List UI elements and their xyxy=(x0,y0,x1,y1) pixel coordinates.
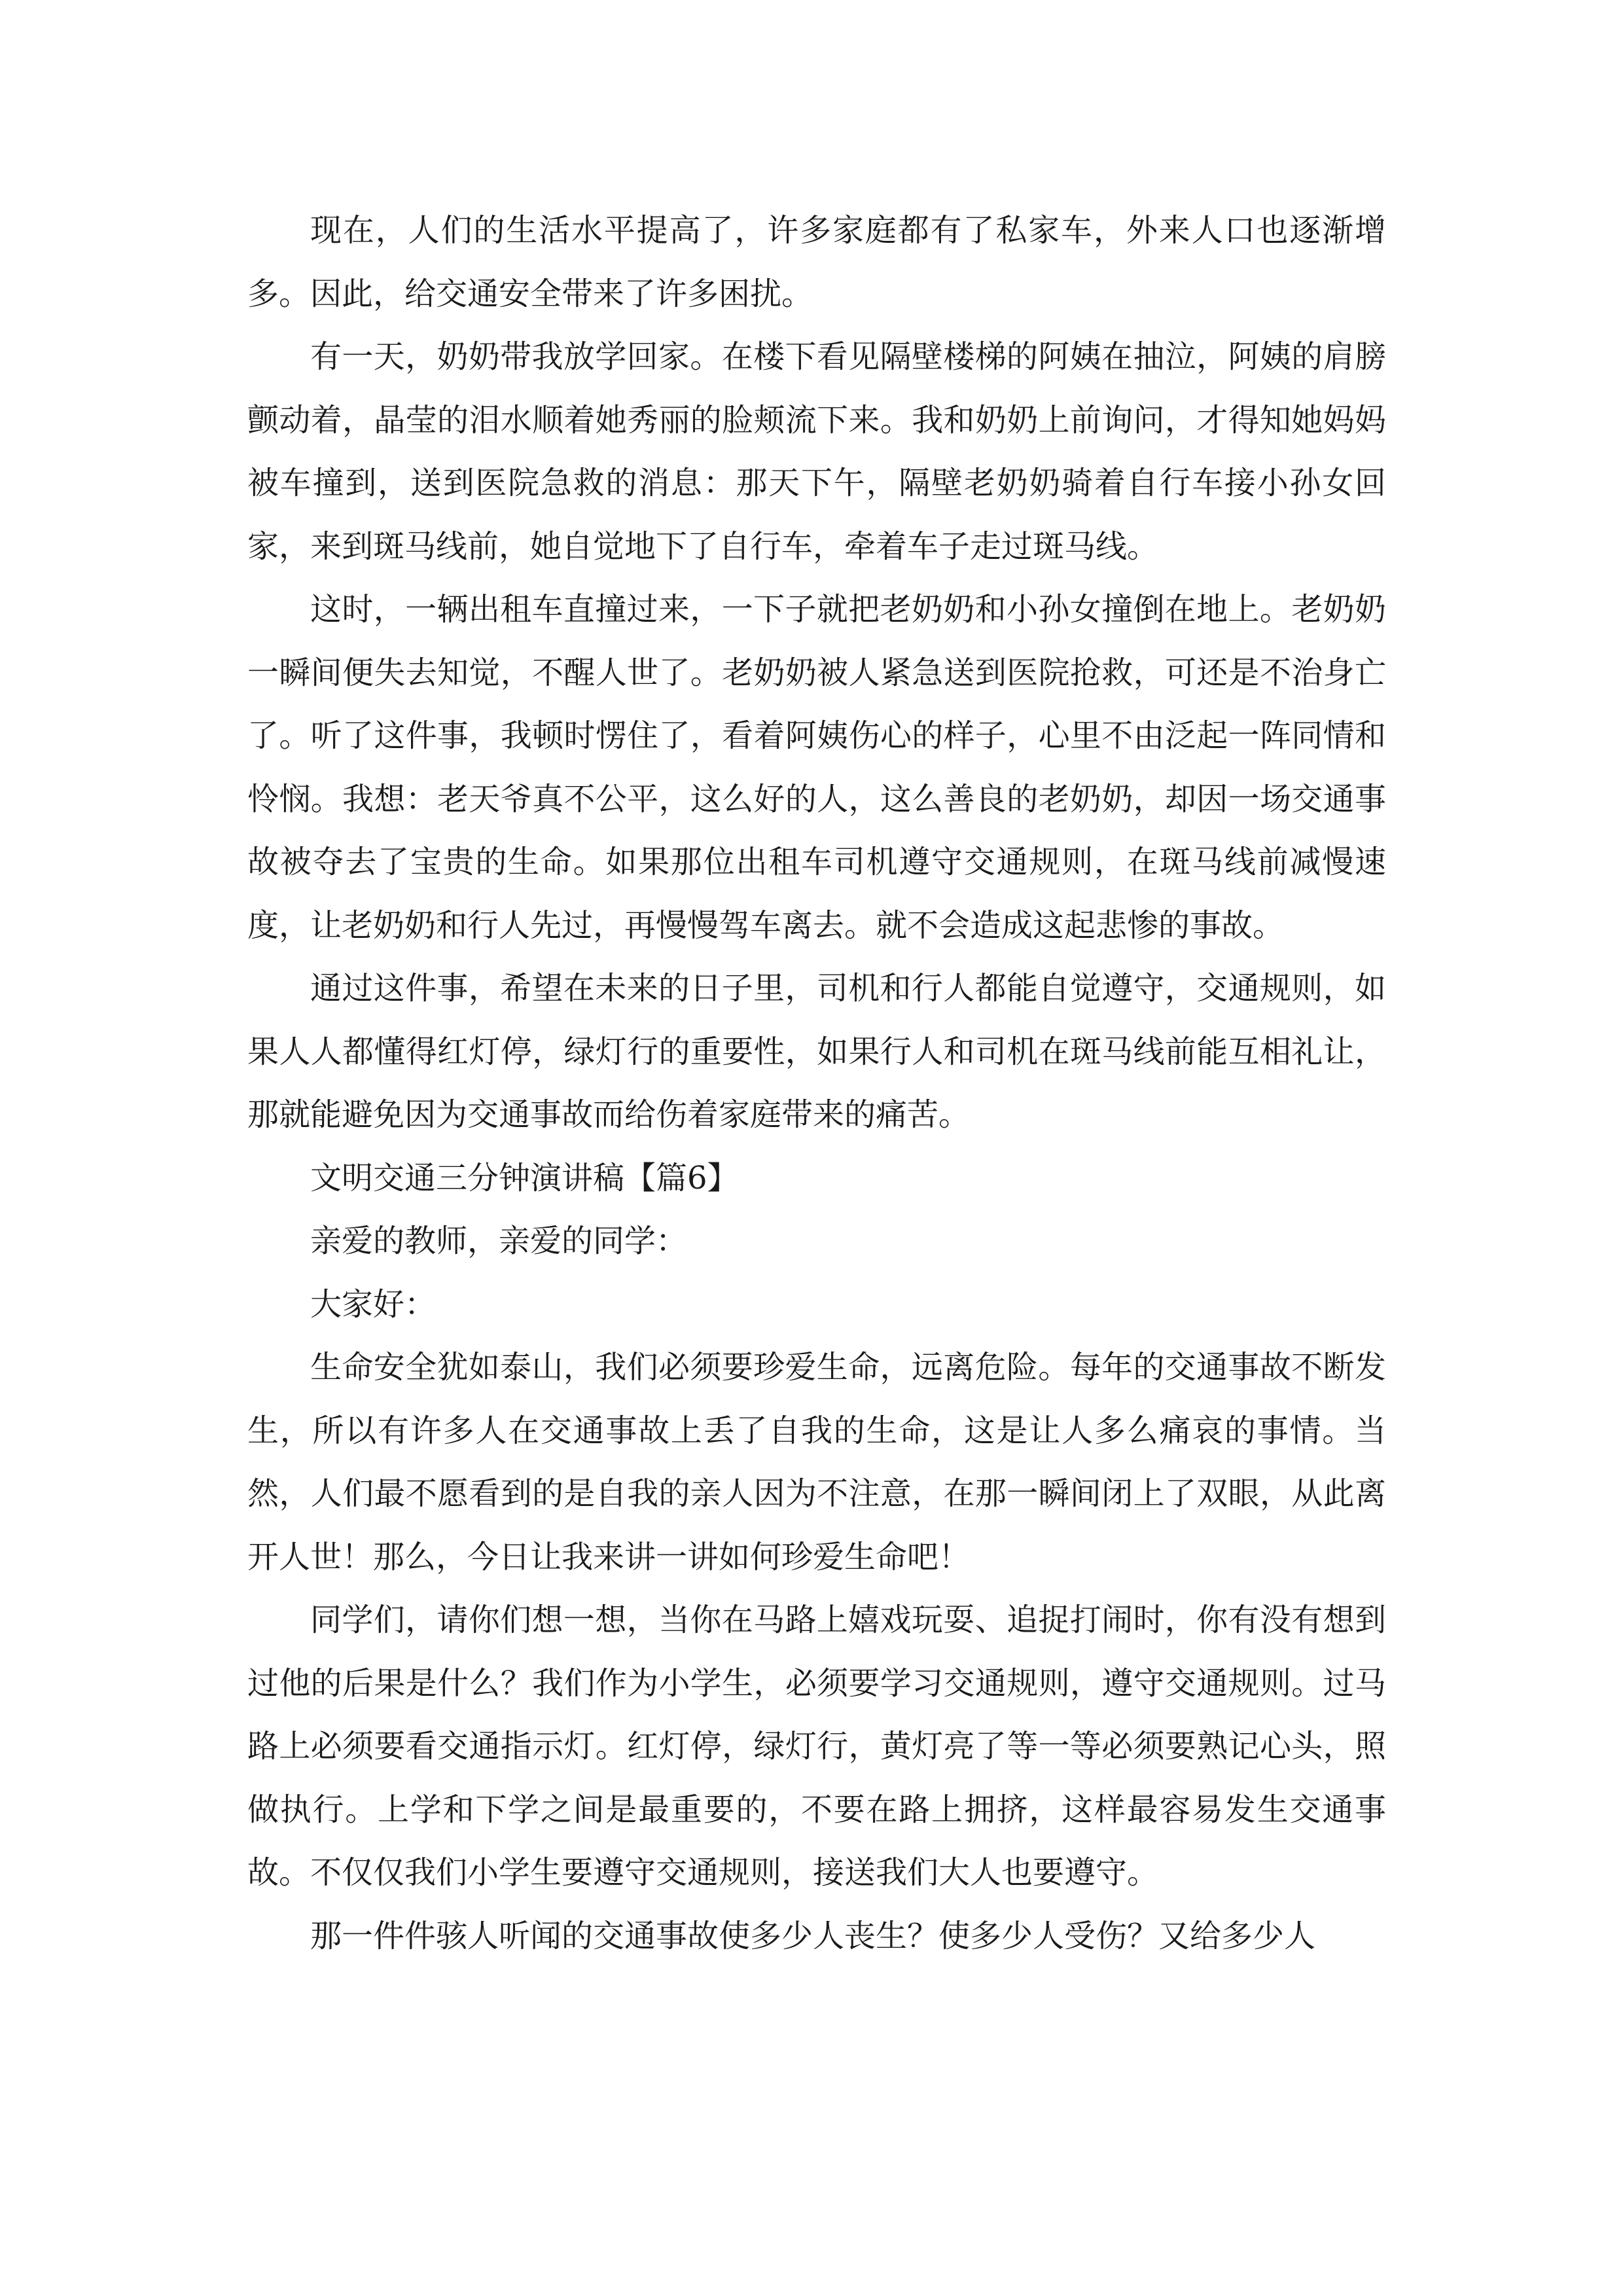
paragraph-conclusion: 通过这件事，希望在未来的日子里，司机和行人都能自觉遵守，交通规则，如果人人都懂得红灯停，绿灯行的重要性，如果行人和司机在斑马线前能互相礼让，那就能避免因为交通事故而给伤着家庭带来的痛苦。 xyxy=(247,970,1386,1133)
paragraph-story-begin: 有一天，奶奶带我放学回家。在楼下看见隔壁楼梯的阿姨在抽泣，阿姨的肩膀颤动着，晶莹的泪水顺着她秀丽的脸颊流下来。我和奶奶上前询问，才得知她妈妈被车撞到，送到医院急救的消息：那天下午，隔壁老奶奶骑着自行车接小孙女回家，来到斑马线前，她自觉地下了自行车，牵着车子走过斑马线。 xyxy=(247,338,1386,565)
greeting: 大家好： xyxy=(310,1285,437,1323)
document-body xyxy=(247,199,1386,1967)
paragraph-cherish-life: 生命安全犹如泰山，我们必须要珍爱生命，远离危险。每年的交通事故不断发生，所以有许多人在交通事故上丢了自我的生命，这是让人多么痛哀的事情。当然，人们最不愿看到的是自我的亲人因为不注意，在那一瞬间闭上了双眼，从此离开人世！那么，今日让我来讲一讲如何珍爱生命吧！ xyxy=(247,1349,1386,1575)
paragraph-accident: 这时，一辆出租车直撞过来，一下子就把老奶奶和小孙女撞倒在地上。老奶奶一瞬间便失去知觉，不醒人世了。老奶奶被人紧急送到医院抢救，可还是不治身亡了。听了这件事，我顿时愣住了，看着阿姨伤心的样子，心里不由泛起一阵同情和怜悯。我想：老天爷真不公平，这么好的人，这么善良的老奶奶，却因一场交通事故被夺去了宝贵的生命。如果那位出租车司机遵守交通规则，在斑马线前减慢速度，让老奶奶和行人先过，再慢慢驾车离去。就不会造成这起悲惨的事故。 xyxy=(247,591,1386,944)
section-heading: 文明交通三分钟演讲稿【篇6】 xyxy=(310,1159,739,1196)
paragraph-intro: 现在，人们的生活水平提高了，许多家庭都有了私家车，外来人口也逐渐增多。因此，给交通安全带来了许多困扰。 xyxy=(247,212,1386,312)
paragraph-traffic-rules: 同学们，请你们想一想，当你在马路上嬉戏玩耍、追捉打闹时，你有没有想到过他的后果是什么？我们作为小学生，必须要学习交通规则，遵守交通规则。过马路上必须要看交通指示灯。红灯停，绿灯行，黄灯亮了等一等必须要熟记心头，照做执行。上学和下学之间是最重要的，不要在路上拥挤，这样最容易发生交通事故。不仅仅我们小学生要遵守交通规则，接送我们大人也要遵守。 xyxy=(247,1602,1386,1891)
paragraph-continued: 那一件件骇人听闻的交通事故使多少人丧生？使多少人受伤？又给多少人 xyxy=(310,1917,1316,1954)
salutation: 亲爱的教师，亲爱的同学： xyxy=(310,1223,688,1259)
